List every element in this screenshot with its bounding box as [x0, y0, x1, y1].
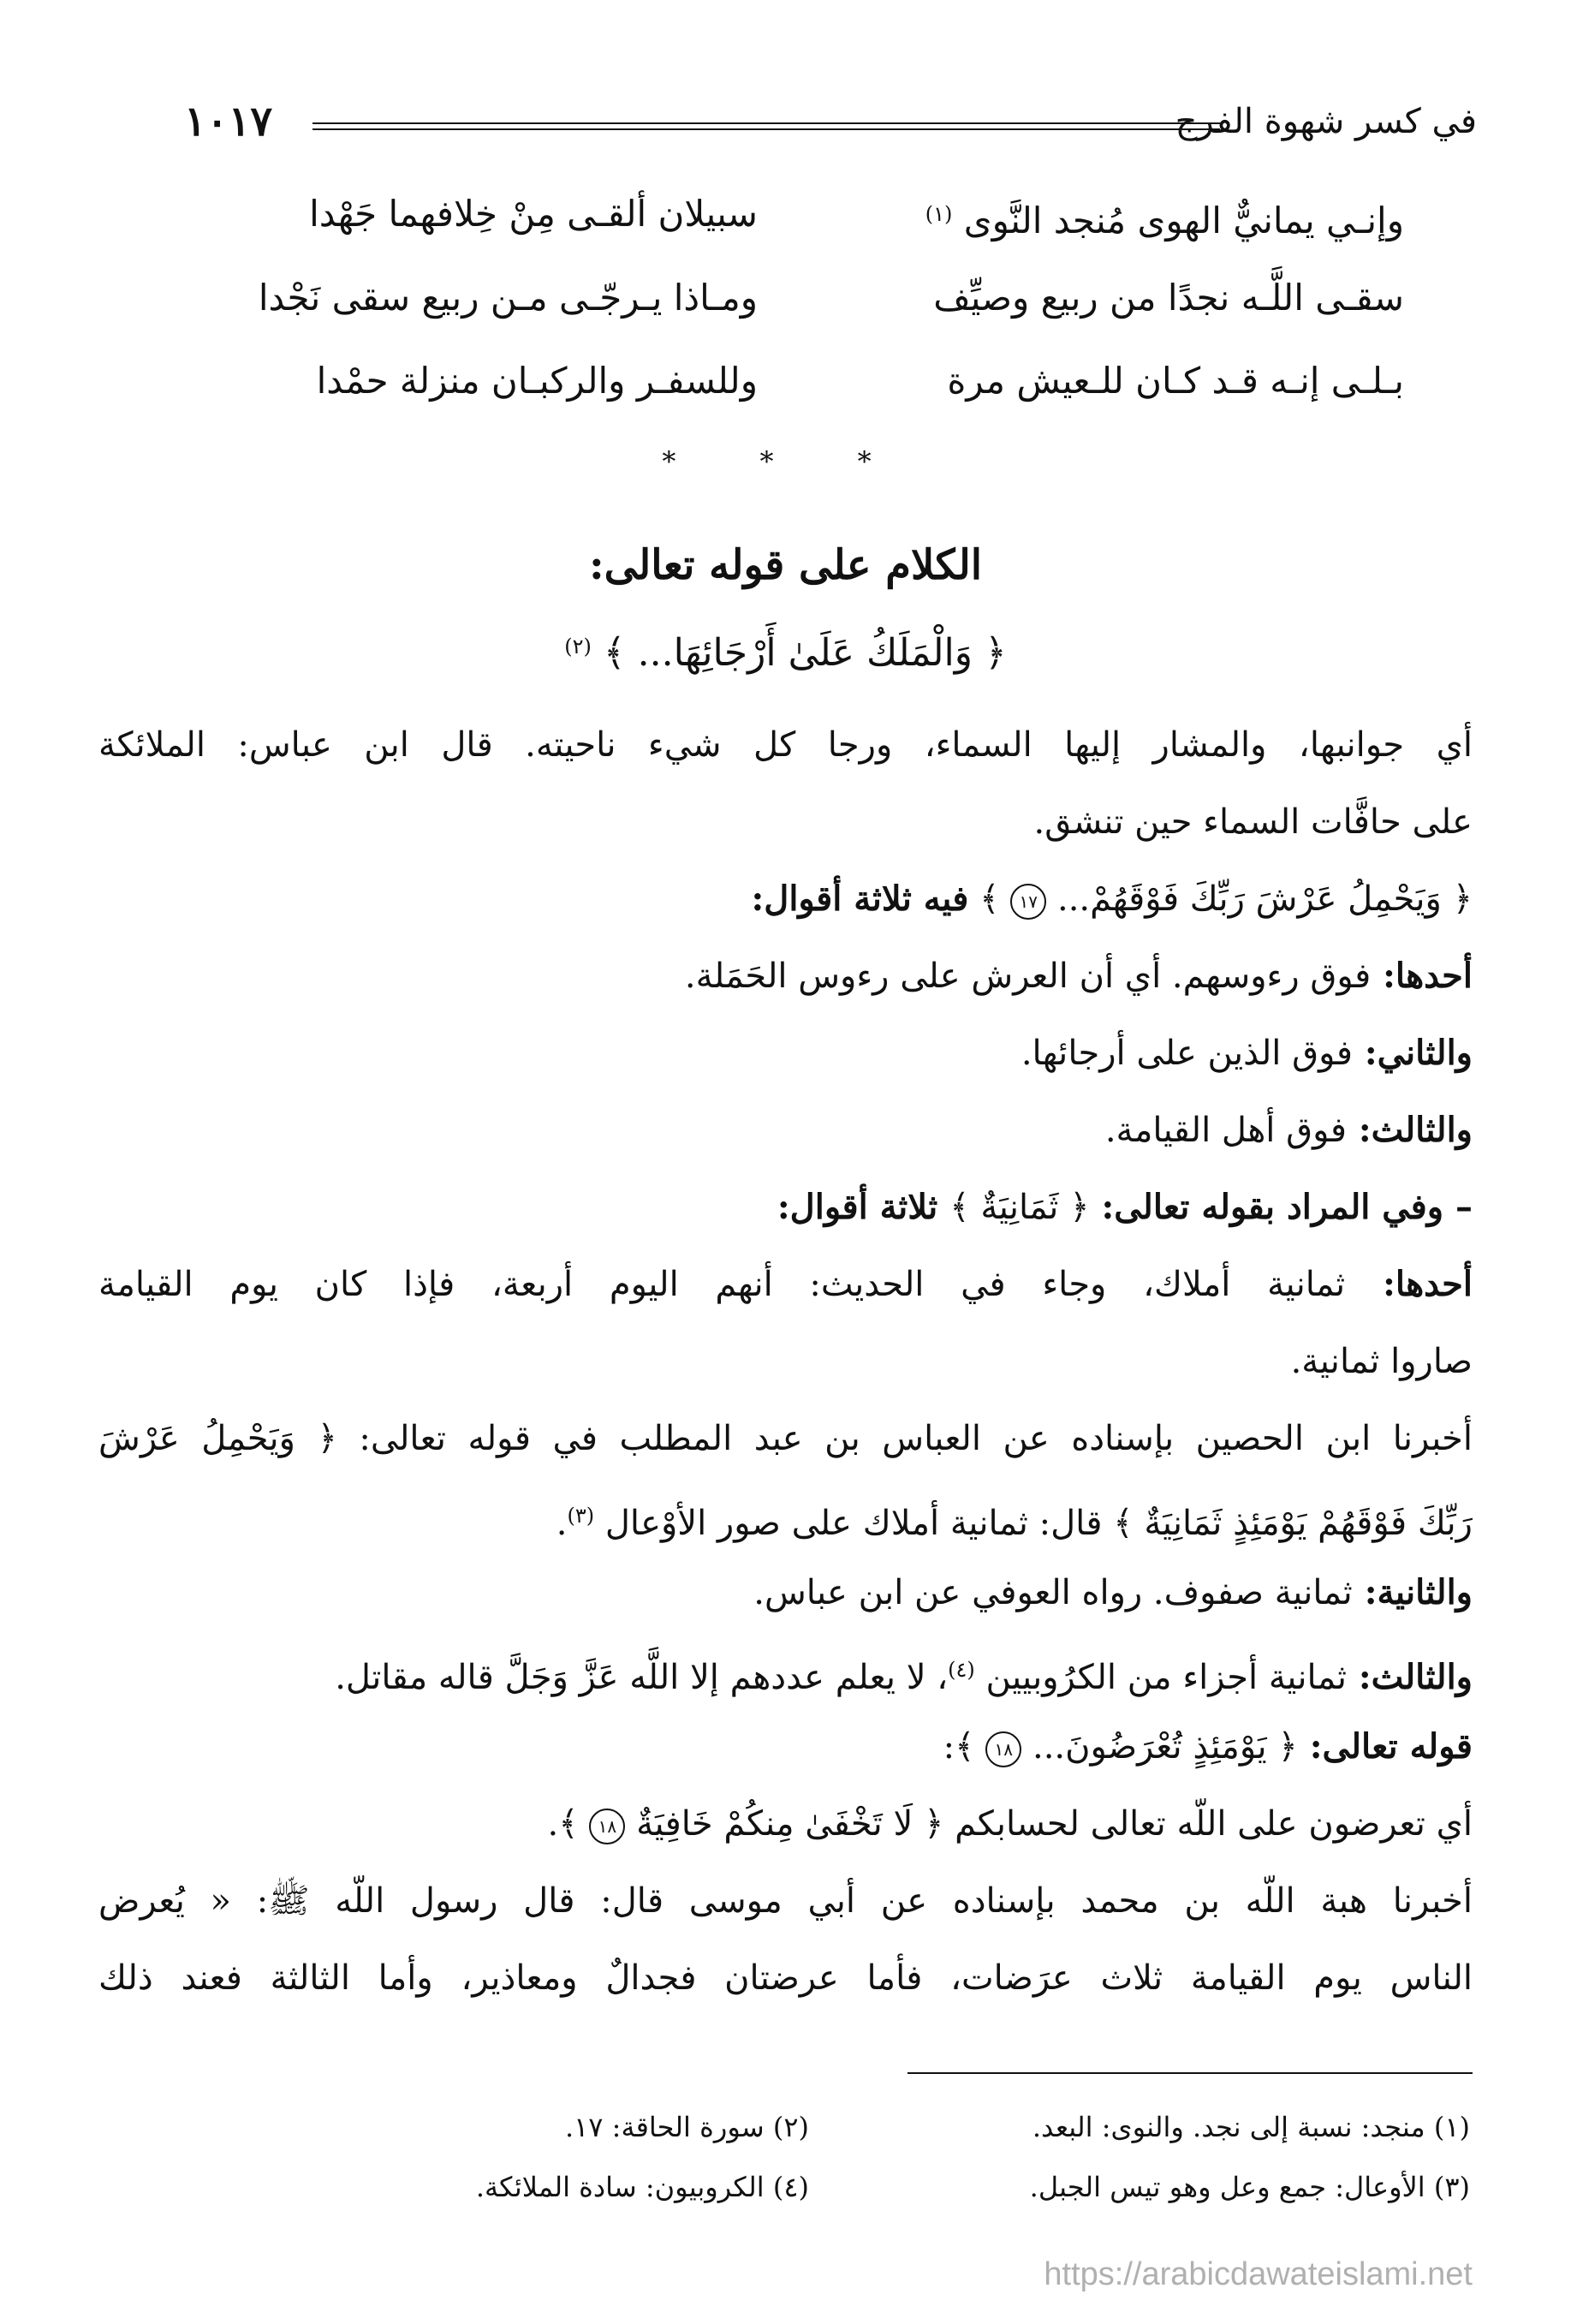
footnote-separator	[907, 2072, 1473, 2074]
paragraph-line: والثاني: فوق الذين على أرجائها.	[1021, 1033, 1473, 1073]
paragraph-line: على حافَّات السماء حين تنشق.	[1033, 802, 1473, 842]
heading-quran-verse: ﴿ وَالْمَلَكُ عَلَىٰ أَرْجَائِهَا... ﴾ $^{(٢)}$	[564, 631, 1007, 675]
ayah-number-marker: ١٨	[985, 1731, 1021, 1767]
paragraph-line: والثالث: ثمانية أجزاء من الكرُوبيين $^{(٤)}$، لا يعلم عددهم إلا اللَّه عَزَّ وَجَلَّ قاله مقاتل.	[335, 1657, 1473, 1697]
poem-verse-1-second-hemistich: سبيلان ألقـى مِنْ خِلافهما جَهْدا	[309, 193, 758, 235]
paragraph-line: أي جوانبها، والمشار إليها السماء، ورجا كل شيء ناحيته. قال ابن عباس: الملائكة	[98, 725, 1473, 765]
paragraph-line: أي تعرضون على اللَّه تعالى لحسابكم ﴿ لَا تَخْفَىٰ مِنكُمْ خَافِيَةٌ ١٨ ﴾.	[547, 1804, 1473, 1844]
paragraph-line: صاروا ثمانية.	[1290, 1342, 1473, 1381]
paragraph-line: والثالث: فوق أهل القيامة.	[1104, 1110, 1473, 1150]
section-separator: * * *	[662, 445, 909, 478]
paragraph-line: رَبِّكَ فَوْقَهُمْ يَوْمَئِذٍ ثَمَانِيَةٌ ﴾ قال: ثمانية أملاك على صور الأوْعال $^{(٣)}$.	[556, 1504, 1473, 1543]
paragraph-line: الناس يوم القيامة ثلاث عرَضات، فأما عرضتان فجدالٌ ومعاذير، وأما الثالثة فعند ذلك	[98, 1958, 1473, 1998]
footnote-4: (٤) الكروبيون: سادة الملائكة.	[475, 2171, 809, 2203]
header-title: في كسر شهوة الفرج	[1175, 102, 1477, 141]
poem-verse-2-second-hemistich: ومـاذا يـرجّـى مـن ربيع سقى نَجْدا	[258, 277, 758, 319]
paragraph-line: أحدها: ثمانية أملاك، وجاء في الحديث: أنهم اليوم أربعة، فإذا كان يوم القيامة	[98, 1264, 1473, 1304]
header-rule	[312, 122, 1220, 124]
footnote-2: (٢) سورة الحاقة: ١٧.	[564, 2111, 809, 2143]
watermark-url: https://arabicdawateislami.net	[1044, 2256, 1473, 2292]
poem-verse-3-first-hemistich: بـلـى إنـه قـد كـان للـعيش مرة	[947, 360, 1404, 402]
ayah-number-marker: ١٧	[1010, 884, 1046, 920]
paragraph-line: أخبرنا ابن الحصين بإسناده عن العباس بن عبد المطلب في قوله تعالى: ﴿ وَيَحْمِلُ عَرْشَ	[98, 1419, 1473, 1458]
paragraph-line: أخبرنا هبة اللَّه بن محمد بإسناده عن أبي موسى قال: قال رسول اللَّه ﷺ: « يُعرض	[98, 1881, 1473, 1921]
footnote-ref-3: (٣)	[567, 1504, 595, 1528]
paragraph-line: – وفي المراد بقوله تعالى: ﴿ ثَمَانِيَةٌ ﴾ ثلاثة أقوال:	[777, 1187, 1473, 1227]
poem-verse-2-first-hemistich: سقـى اللَّـه نجدًا من ربيع وصيِّف	[933, 277, 1404, 319]
footnote-ref-4: (٤)	[948, 1658, 975, 1682]
paragraph-line: أحدها: فوق رءوسهم. أي أن العرش على رءوس الحَمَلة.	[684, 956, 1473, 996]
poem-verse-1-first-hemistich: وإنـي يمانيٌّ الهوى مُنجد النَّوى $^{(١)}$	[925, 200, 1404, 241]
ayah-number-marker: ١٨	[589, 1809, 625, 1844]
footnote-ref-1: (١)	[925, 202, 953, 226]
header-rule	[312, 128, 1220, 130]
paragraph-line: والثانية: ثمانية صفوف. رواه العوفي عن ابن عباس.	[753, 1572, 1473, 1612]
footnote-ref-2: (٢)	[564, 635, 592, 658]
section-heading: الكلام على قوله تعالى:	[588, 541, 983, 589]
quran-verse: ﴿ وَيَحْمِلُ عَرْشَ رَبِّكَ فَوْقَهُمْ...	[1046, 879, 1473, 919]
footnote-1: (١) منجد: نسبة إلى نجد. والنوى: البعد.	[1032, 2111, 1470, 2143]
paragraph-line: ﴿ وَيَحْمِلُ عَرْشَ رَبِّكَ فَوْقَهُمْ... ١٧ ﴾ فيه ثلاثة أقوال:	[751, 879, 1473, 919]
quran-verse: ﴿ يَوْمَئِذٍ تُعْرَضُونَ...	[1021, 1727, 1298, 1767]
quran-verse: ﴿ ثَمَانِيَةٌ ﴾	[949, 1188, 1090, 1227]
paragraph-line: قوله تعالى: ﴿ يَوْمَئِذٍ تُعْرَضُونَ... ١٨ ﴾:	[943, 1726, 1473, 1767]
poem-verse-3-second-hemistich: وللسفـر والركبـان منزلة حمْدا	[316, 360, 758, 402]
running-header	[184, 96, 1477, 147]
page-number: ١٠١٧	[184, 98, 273, 146]
footnote-3: (٣) الأوعال: جمع وعل وهو تيس الجبل.	[1029, 2171, 1470, 2203]
